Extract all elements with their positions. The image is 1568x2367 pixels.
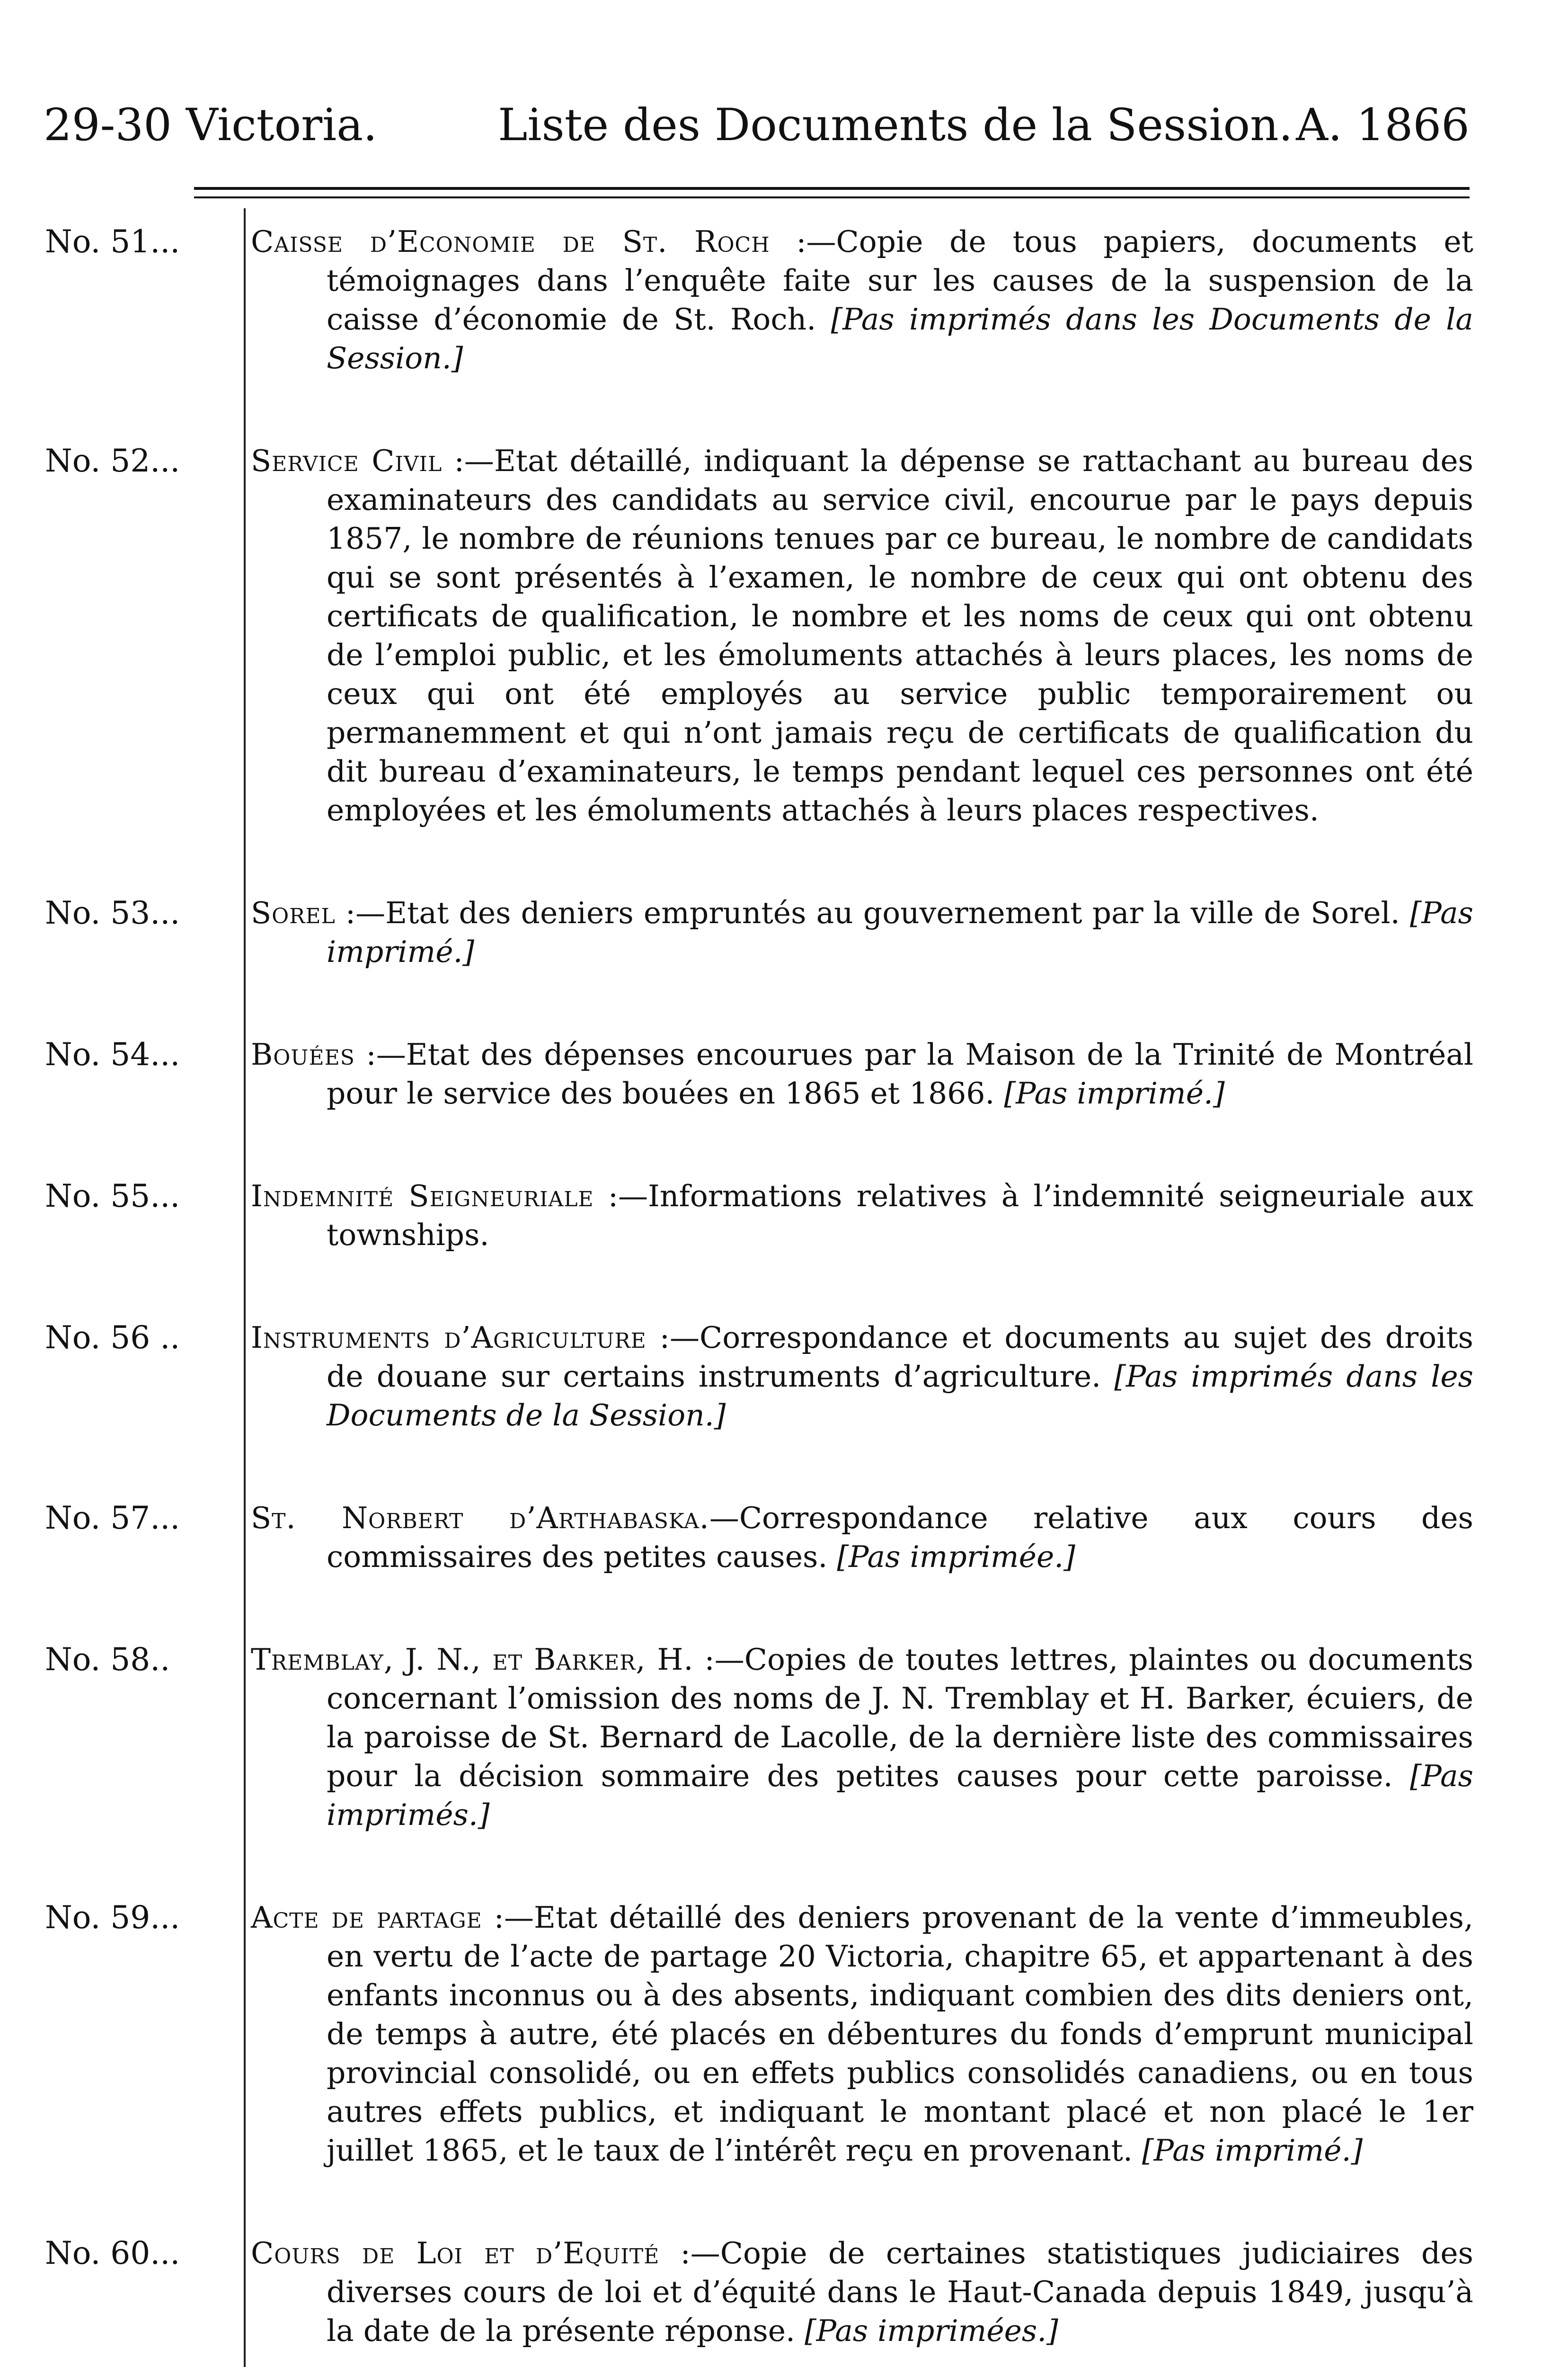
entry-note: [Pas imprimé.]	[327, 896, 1473, 969]
document-entry-59	[45, 1898, 1473, 2170]
entry-number: No. 60...	[45, 2235, 180, 2271]
entry-body	[251, 2234, 1473, 2350]
entry-note: [Pas imprimés dans les Documents de la Session.]	[327, 1359, 1473, 1433]
entry-text: :—Etat détaillé des deniers provenant de la vente d’immeubles, en vertu de l’acte de partage 20 Victoria, chapitre 65, et appartenant à des enfants inconnus ou à des absents, indiquant combien des dits deniers ont, de temps à autre, été placés en débentures du fonds d’emprunt municipal provincial consolidé, ou en effets publics consolidés canadiens, ou en tous autres effets publics, et indiquant le montant placé et non placé le 1er juillet 1865, et le taux de l’intérêt reçu en provenant.	[327, 1900, 1473, 2168]
entry-text: :—Informations relatives à l’indemnité seigneuriale aux townships.	[327, 1179, 1474, 1252]
entry-text: —Correspondance relative aux cours des commissaires des petites causes.	[327, 1501, 1473, 1574]
entry-note: [Pas imprimés.]	[327, 1759, 1473, 1832]
document-entry-58	[45, 1640, 1473, 1834]
entry-note: [Pas imprimées.]	[805, 2314, 1058, 2348]
entry-body	[251, 222, 1473, 378]
entry-title: Bouées	[251, 1037, 355, 1072]
entry-title: Sorel	[251, 896, 336, 930]
entry-body	[251, 1035, 1473, 1113]
header-title: Liste des Documents de la Session.	[498, 99, 1293, 151]
entry-title: Instruments d’Agriculture	[251, 1320, 647, 1355]
entry-text: :—Etat des deniers empruntés au gouvernement par la ville de Sorel.	[345, 896, 1400, 930]
entry-body	[251, 1898, 1473, 2170]
entry-body	[251, 1318, 1473, 1435]
entry-number: No. 54...	[45, 1036, 180, 1073]
document-entry-55	[45, 1177, 1473, 1255]
entry-note: [Pas imprimé.]	[1142, 2133, 1363, 2168]
entry-body	[251, 1499, 1473, 1576]
entry-title: Tremblay, J. N., et Barker, H.	[251, 1642, 694, 1677]
document-entry-57	[45, 1499, 1473, 1576]
entry-text: :—Correspondance et documents au sujet des droits de douane sur certains instruments d’agriculture.	[327, 1320, 1474, 1394]
entry-number: No. 55...	[45, 1178, 180, 1214]
entry-title: Caisse d’Economie de St. Roch	[251, 224, 770, 259]
entry-number: No. 59...	[45, 1899, 180, 1936]
entry-text: :—Copie de certaines statistiques judiciaires des diverses cours de loi et d’équité dans le Haut-Canada depuis 1849, jusqu’à la date de la présente réponse.	[327, 2236, 1473, 2348]
rule-thick	[194, 187, 1470, 190]
entry-title: Indemnité Seigneuriale	[251, 1179, 594, 1213]
document-entry-60	[45, 2234, 1473, 2350]
document-list	[45, 222, 1473, 2367]
document-entry-54	[45, 1035, 1473, 1113]
entry-number: No. 56 ..	[45, 1319, 180, 1356]
document-entry-53	[45, 894, 1473, 971]
entry-title: St. Norbert d’Arthabaska.	[251, 1501, 709, 1535]
header-year: A. 1866	[1296, 99, 1470, 151]
entry-title: Cours de Loi et d’Equité	[251, 2236, 660, 2270]
entry-note: [Pas imprimé.]	[1004, 1076, 1225, 1111]
header-volume: 29-30 Victoria.	[44, 99, 378, 151]
entry-number: No. 52...	[45, 443, 180, 479]
entry-title: Service Civil	[251, 444, 443, 478]
entry-body	[251, 1640, 1473, 1834]
entry-text: :—Etat des dépenses encourues par la Maison de la Trinité de Montréal pour le service des bouées en 1865 et 1866.	[327, 1037, 1473, 1111]
document-entry-52	[45, 442, 1473, 830]
entry-body	[251, 894, 1473, 971]
entry-body	[251, 442, 1473, 830]
entry-body	[251, 1177, 1473, 1255]
page-header	[44, 95, 1470, 156]
entry-text: :—Copies de toutes lettres, plaintes ou documents concernant l’omission des noms de J. N. Tremblay et H. Barker, écuiers, de la paroisse de St. Bernard de Lacolle, de la dernière liste des commissaires pour la décision sommaire des petites causes pour cette paroisse.	[327, 1642, 1473, 1793]
entry-text: :—Etat détaillé, indiquant la dépense se rattachant au bureau des examinateurs des candidats au service civil, encourue par le pays depuis 1857, le nombre de réunions tenues par ce bureau, le nombre de candidats qui se sont présentés à l’examen, le nombre de ceux qui ont obtenu des certificats de qualification, le nombre et les noms de ceux qui ont obtenu de l’emploi public, et les émoluments attachés à leurs places, les noms de ceux qui ont été employés au service public temporairement ou permanemment et qui n’ont jamais reçu de certificats de qualification du dit bureau d’examinateurs, le temps pendant lequel ces personnes ont été employées et les émoluments attachés à leurs places respectives.	[327, 444, 1474, 828]
entry-text: :—Copie de tous papiers, documents et témoignages dans l’enquête faite sur les causes de la suspension de la caisse d’économie de St. Roch.	[327, 224, 1473, 337]
entry-number: No. 58..	[45, 1641, 170, 1678]
entry-title: Acte de partage	[251, 1900, 482, 1935]
header-double-rule	[194, 187, 1470, 198]
rule-thin	[194, 196, 1470, 198]
entry-number: No. 57...	[45, 1500, 180, 1536]
document-entry-56	[45, 1318, 1473, 1435]
document-entry-51	[45, 222, 1473, 378]
entry-note: [Pas imprimés dans les Documents de la Session.]	[327, 302, 1473, 375]
entry-note: [Pas imprimée.]	[837, 1539, 1075, 1574]
entry-number: No. 53...	[45, 895, 180, 931]
entry-number: No. 51...	[45, 223, 180, 260]
